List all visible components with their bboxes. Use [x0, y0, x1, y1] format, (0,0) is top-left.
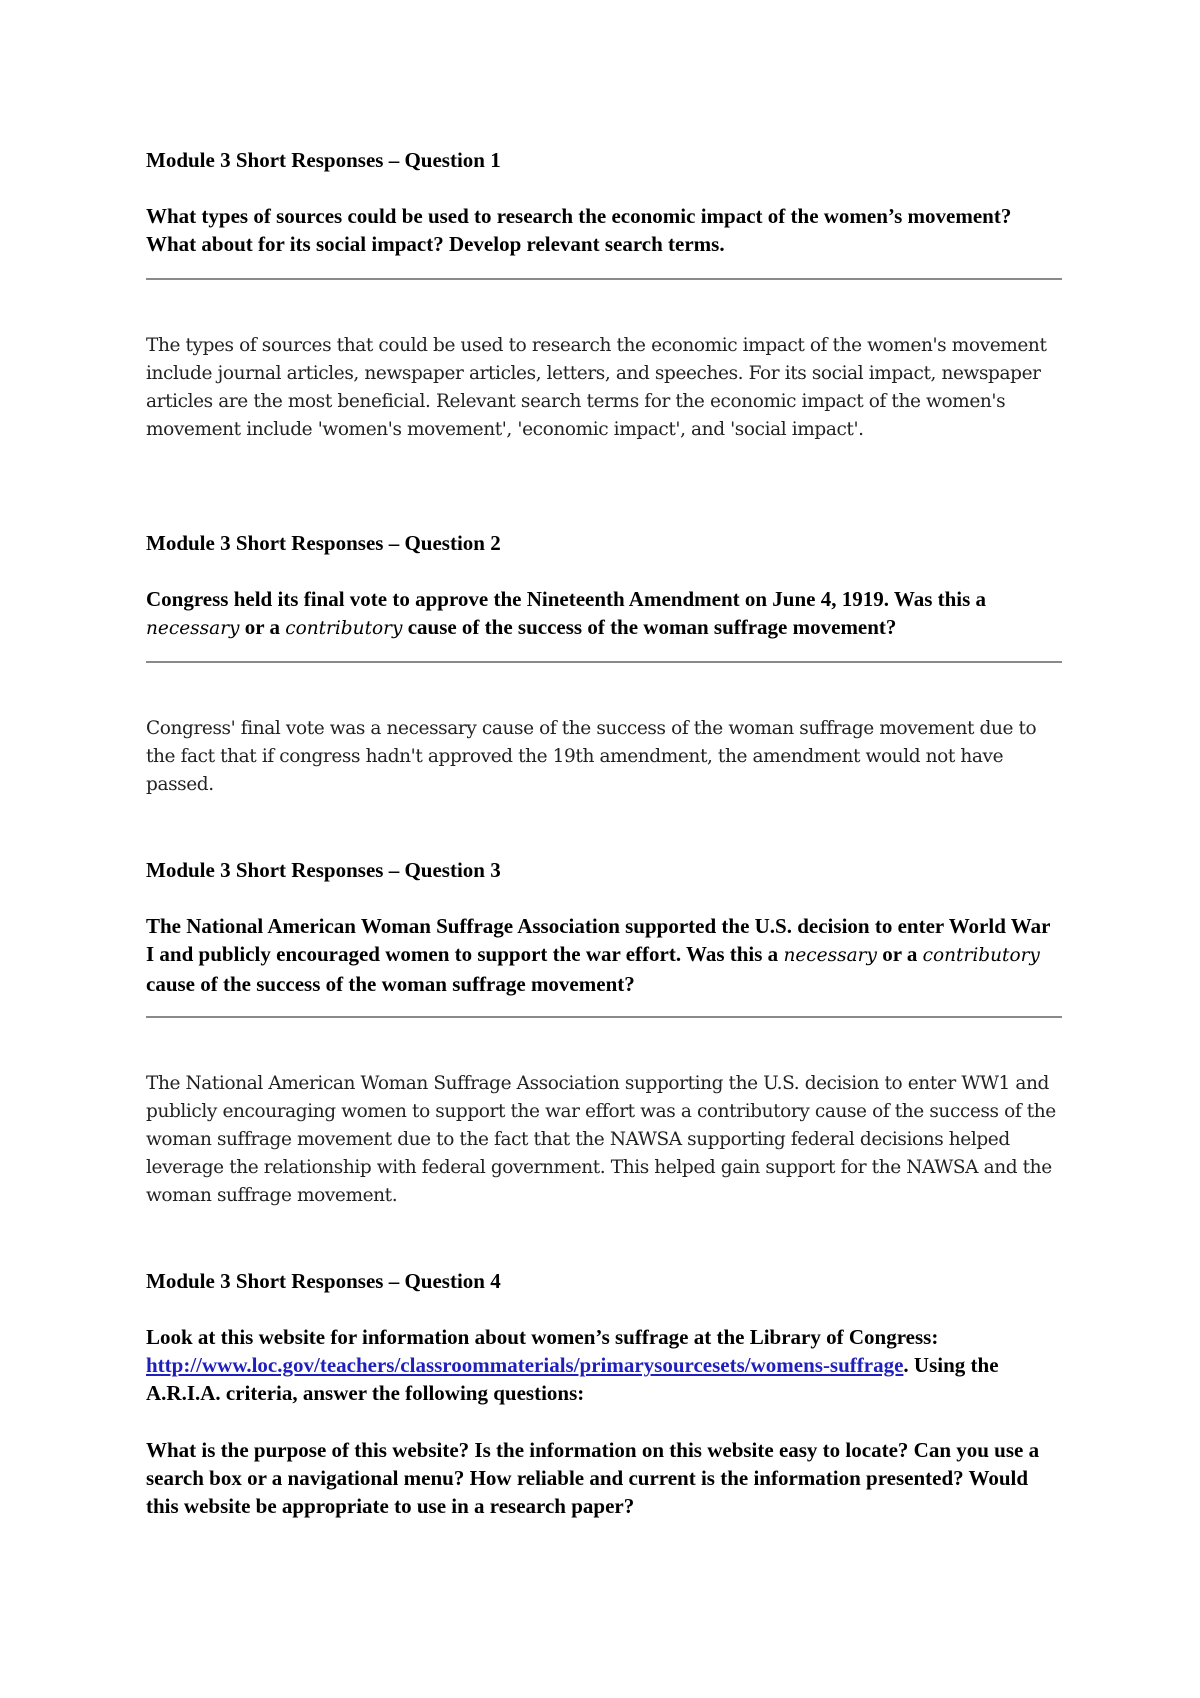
question-text: cause of the success of the woman suffrage movement? [402, 615, 897, 639]
question-prompt [146, 912, 1062, 998]
horizontal-rule [146, 1016, 1062, 1018]
section-heading: Module 3 Short Responses – Question 4 [146, 1269, 501, 1293]
answer-text: The types of sources that could be used to research the economic impact of the women's movement include journal articles, newspaper articles, letters, and speeches. For its social impact, newspaper articles are the most beneficial. Relevant search terms for the economic impact of the women's movement include 'women's movement', 'economic impact', and 'social impact'. [146, 335, 1047, 440]
question-text: Congress held its final vote to approve the Nineteenth Amendment on June 4, 1919. Was this a [146, 587, 987, 611]
question-4-prompt-wrap [146, 1323, 1062, 1407]
section-heading: Module 3 Short Responses – Question 3 [146, 858, 501, 882]
section-question-4 [146, 1267, 1062, 1295]
question-text: The National American Woman Suffrage Association supported the U.S. decision to enter World War I and publicly encouraged women to support the war effort. Was this a [146, 914, 1051, 966]
horizontal-rule [146, 661, 1062, 663]
section-heading: Module 3 Short Responses – Question 2 [146, 531, 501, 555]
loc-website-link[interactable]: http://www.loc.gov/teachers/classroommaterials/primarysourcesets/womens-suffrage [146, 1353, 904, 1377]
emphasis-necessary: necessary [783, 945, 877, 966]
question-4-followup-wrap [146, 1436, 1062, 1520]
question-2-prompt-wrap [146, 585, 1062, 643]
divider-2 [146, 661, 1062, 663]
divider-3 [146, 1016, 1062, 1018]
question-text: cause of the success of the woman suffrage movement? [146, 972, 635, 996]
divider-1 [146, 278, 1062, 280]
answer-text: The National American Woman Suffrage Association supporting the U.S. decision to enter WW1 and publicly encouraging women to support the war effort was a contributory cause of the success of the woman suffrage movement due to the fact that the NAWSA supporting federal decisions helped leverage the relationship with federal government. This helped gain support for the NAWSA and the woman suffrage movement. [146, 1073, 1056, 1206]
question-prompt: What types of sources could be used to research the economic impact of the women’s movement? What about for its social impact? Develop relevant search terms. [146, 204, 1012, 256]
section-question-2 [146, 529, 1062, 557]
emphasis-contributory: contributory [285, 618, 403, 639]
emphasis-necessary: necessary [146, 618, 240, 639]
question-text: or a [876, 942, 923, 966]
question-1-prompt-wrap [146, 202, 1062, 258]
answer-2-wrap [146, 715, 1062, 799]
question-text: Look at this website for information about women’s suffrage at the Library of Congress: [146, 1325, 939, 1349]
question-text: . Using the A.R.I.A. criteria, answer the following questions: [146, 1353, 999, 1405]
answer-1-wrap [146, 332, 1062, 444]
question-prompt [146, 1323, 1062, 1407]
section-heading: Module 3 Short Responses – Question 1 [146, 148, 501, 172]
section-question-1 [146, 146, 1062, 174]
answer-3-wrap [146, 1070, 1062, 1210]
question-3-prompt-wrap [146, 912, 1062, 998]
section-question-3 [146, 856, 1062, 884]
emphasis-contributory: contributory [922, 945, 1040, 966]
horizontal-rule [146, 278, 1062, 280]
question-text: or a [239, 615, 286, 639]
question-prompt [146, 585, 1062, 643]
answer-text: Congress' final vote was a necessary cause of the success of the woman suffrage movement due to the fact that if congress hadn't approved the 19th amendment, the amendment would not have passed. [146, 718, 1037, 795]
question-followup: What is the purpose of this website? Is the information on this website easy to locate? Can you use a search box or a navigational menu? How reliable and current is the information presented? Would this website be appropriate to use in a research paper? [146, 1438, 1040, 1518]
